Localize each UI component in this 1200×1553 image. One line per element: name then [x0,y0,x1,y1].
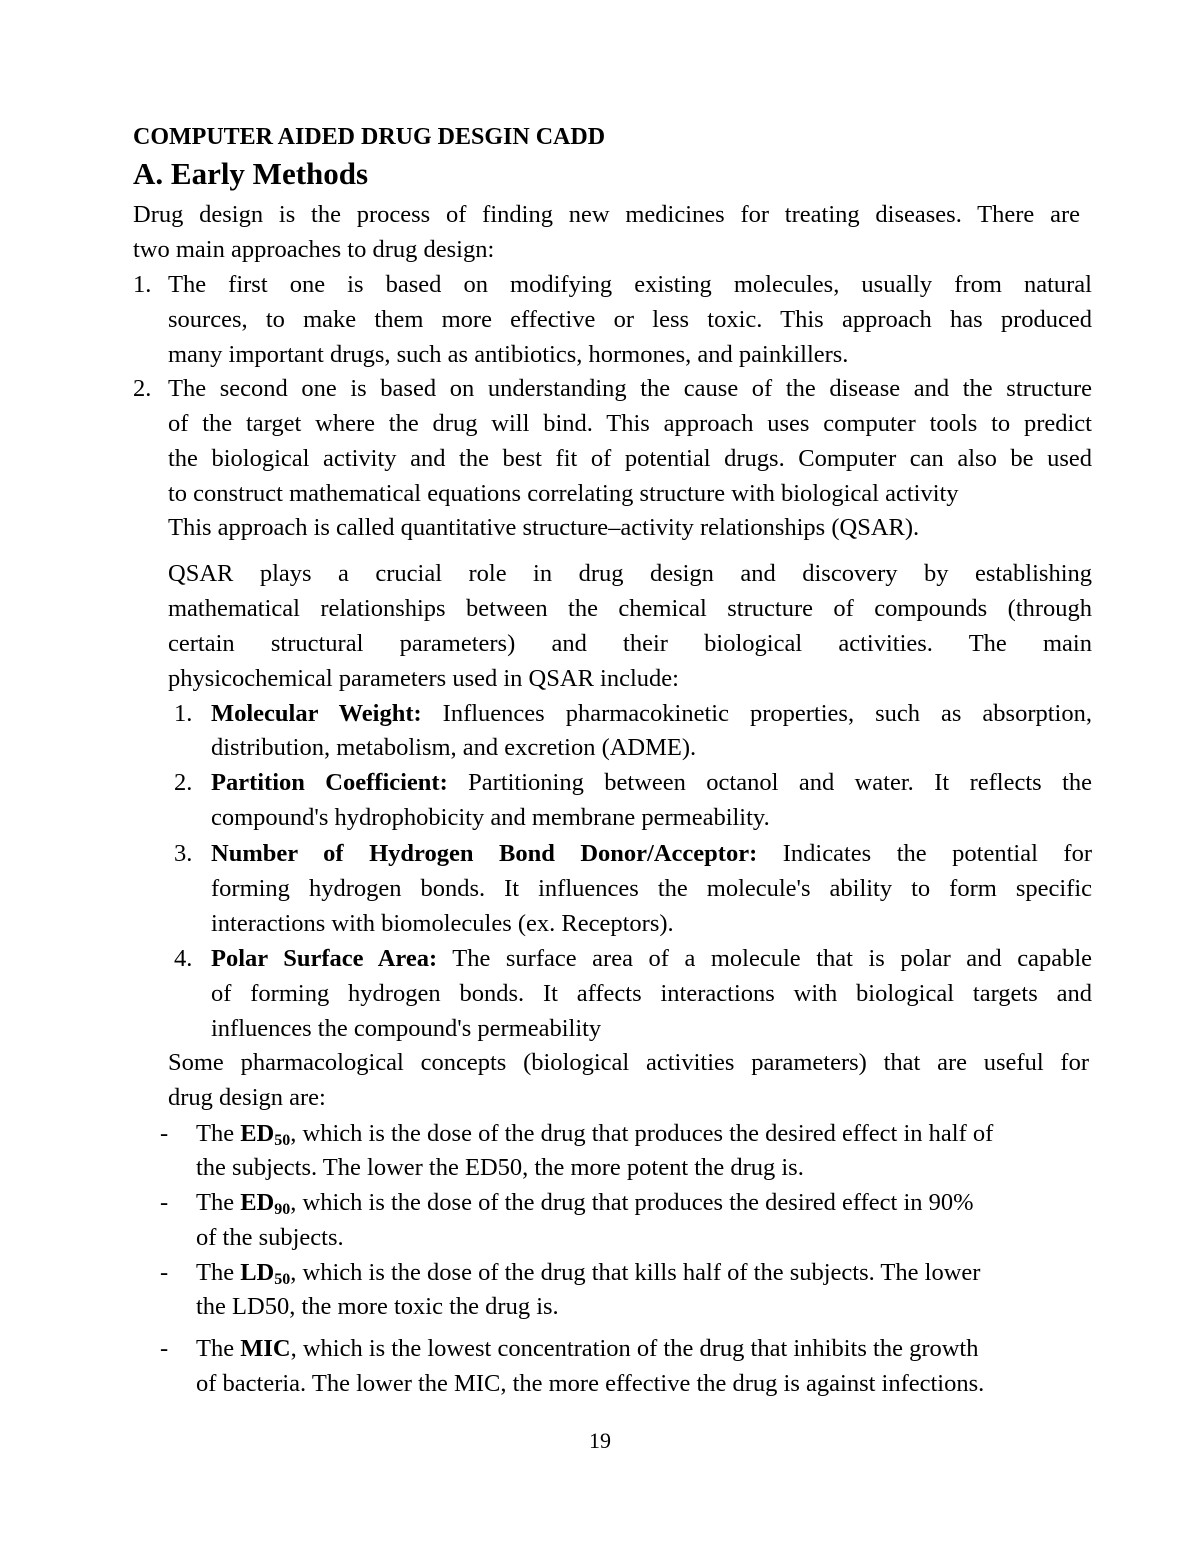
approach-2-line-1: The second one is based on understanding the cause of the disease and the structure [168,375,1092,402]
parameter-4-line-1 [211,944,1092,974]
concept-3-term [240,1259,290,1286]
parameter-1-marker: 1. [174,700,193,727]
concept-3-line-1 [196,1258,980,1288]
concept-4-line-1 [196,1334,978,1364]
approach-1-line-2: sources, to make them more effective or less toxic. This approach has produced [168,306,1092,333]
concept-4-text: , which is the lowest concentration of the drug that inhibits the growth [290,1335,979,1362]
parameter-3-line-2: forming hydrogen bonds. It influences the molecule's ability to form specific [211,875,1092,902]
concept-4-marker: - [160,1335,169,1362]
parameter-3-term: Number of Hydrogen Bond Donor/Acceptor: [211,840,758,867]
qsar-line-1: QSAR plays a crucial role in drug design and discovery by establishing [168,560,1092,587]
document-title: COMPUTER AIDED DRUG DESGIN CADD [133,124,606,150]
approach-2-line-5: This approach is called quantitative structure–activity relationships (QSAR). [168,514,920,541]
parameter-3-line-3: interactions with biomolecules (ex. Receptors). [211,910,674,937]
intro-line-2: two main approaches to drug design: [133,236,495,263]
parameter-4-marker: 4. [174,945,193,972]
concept-2-marker: - [160,1189,169,1216]
concept-1-abbr: ED [240,1120,275,1147]
parameter-3-line-1 [211,839,1092,869]
concept-1-subscript: 50 [274,1132,291,1149]
approach-2-line-2: of the target where the drug will bind. This approach uses computer tools to predict [168,410,1092,437]
approach-2-marker: 2. [133,375,152,402]
concept-3-abbr: LD [240,1259,275,1286]
parameter-1-term: Molecular Weight: [211,700,422,727]
parameter-3-marker: 3. [174,840,193,867]
parameter-2-text: Partitioning between octanol and water. It reflects the [447,769,1092,796]
concept-2-line-2: of the subjects. [196,1224,344,1251]
concept-1-line-2: the subjects. The lower the ED50, the more potent the drug is. [196,1154,804,1181]
parameter-4-line-2: of forming hydrogen bonds. It affects interactions with biological targets and [211,980,1092,1007]
concept-2-text: , which is the dose of the drug that produces the desired effect in 90% [290,1189,974,1216]
approach-2-line-3: the biological activity and the best fit of potential drugs. Computer can also be used [168,445,1092,472]
pharma-intro-line-1: Some pharmacological concepts (biological activities parameters) that are useful for [168,1049,1089,1076]
concept-4-term: MIC [240,1335,291,1362]
parameter-2-line-2: compound's hydrophobicity and membrane permeability. [211,804,770,831]
parameter-1-line-1 [211,699,1092,729]
parameter-3-text: Indicates the potential for [757,840,1092,867]
intro-line-1: Drug design is the process of finding new medicines for treating diseases. There are [133,201,1080,228]
qsar-line-2: mathematical relationships between the chemical structure of compounds (through [168,595,1092,622]
parameter-4-text: The surface area of a molecule that is polar and capable [437,945,1092,972]
concept-3-prefix: The [196,1259,241,1286]
parameter-1-line-2: distribution, metabolism, and excretion (ADME). [211,734,697,761]
concept-4-prefix: The [196,1335,241,1362]
concept-1-prefix: The [196,1120,241,1147]
concept-3-marker: - [160,1259,169,1286]
concept-1-text: , which is the dose of the drug that produces the desired effect in half of [290,1120,994,1147]
concept-4-line-2: of bacteria. The lower the MIC, the more effective the drug is against infections. [196,1370,985,1397]
parameter-2-term: Partition Coefficient: [211,769,448,796]
qsar-line-3: certain structural parameters) and their biological activities. The main [168,630,1092,657]
approach-1-marker: 1. [133,271,152,298]
parameter-1-text: Influences pharmacokinetic properties, such as absorption, [421,700,1092,727]
qsar-line-4: physicochemical parameters used in QSAR include: [168,665,679,692]
concept-2-abbr: ED [240,1189,275,1216]
concept-2-line-1 [196,1188,974,1218]
concept-1-marker: - [160,1120,169,1147]
page-number: 19 [589,1428,611,1453]
parameter-2-marker: 2. [174,769,193,796]
approach-2-line-4: to construct mathematical equations correlating structure with biological activity [168,480,959,507]
concept-3-subscript: 50 [274,1271,291,1288]
pharma-intro-line-2: drug design are: [168,1084,326,1111]
parameter-4-line-3: influences the compound's permeability [211,1015,602,1042]
concept-1-line-1 [196,1119,993,1149]
concept-1-term [240,1120,290,1147]
section-heading: A. Early Methods [133,156,369,191]
approach-1-line-1: The first one is based on modifying existing molecules, usually from natural [168,271,1092,298]
approach-1-line-3: many important drugs, such as antibiotics, hormones, and painkillers. [168,341,849,368]
parameter-2-line-1 [211,768,1092,798]
concept-2-term [240,1189,290,1216]
concept-3-line-2: the LD50, the more toxic the drug is. [196,1293,559,1320]
parameter-4-term: Polar Surface Area: [211,945,438,972]
concept-3-text: , which is the dose of the drug that kills half of the subjects. The lower [290,1259,981,1286]
concept-2-subscript: 90 [274,1201,291,1218]
concept-2-prefix: The [196,1189,241,1216]
